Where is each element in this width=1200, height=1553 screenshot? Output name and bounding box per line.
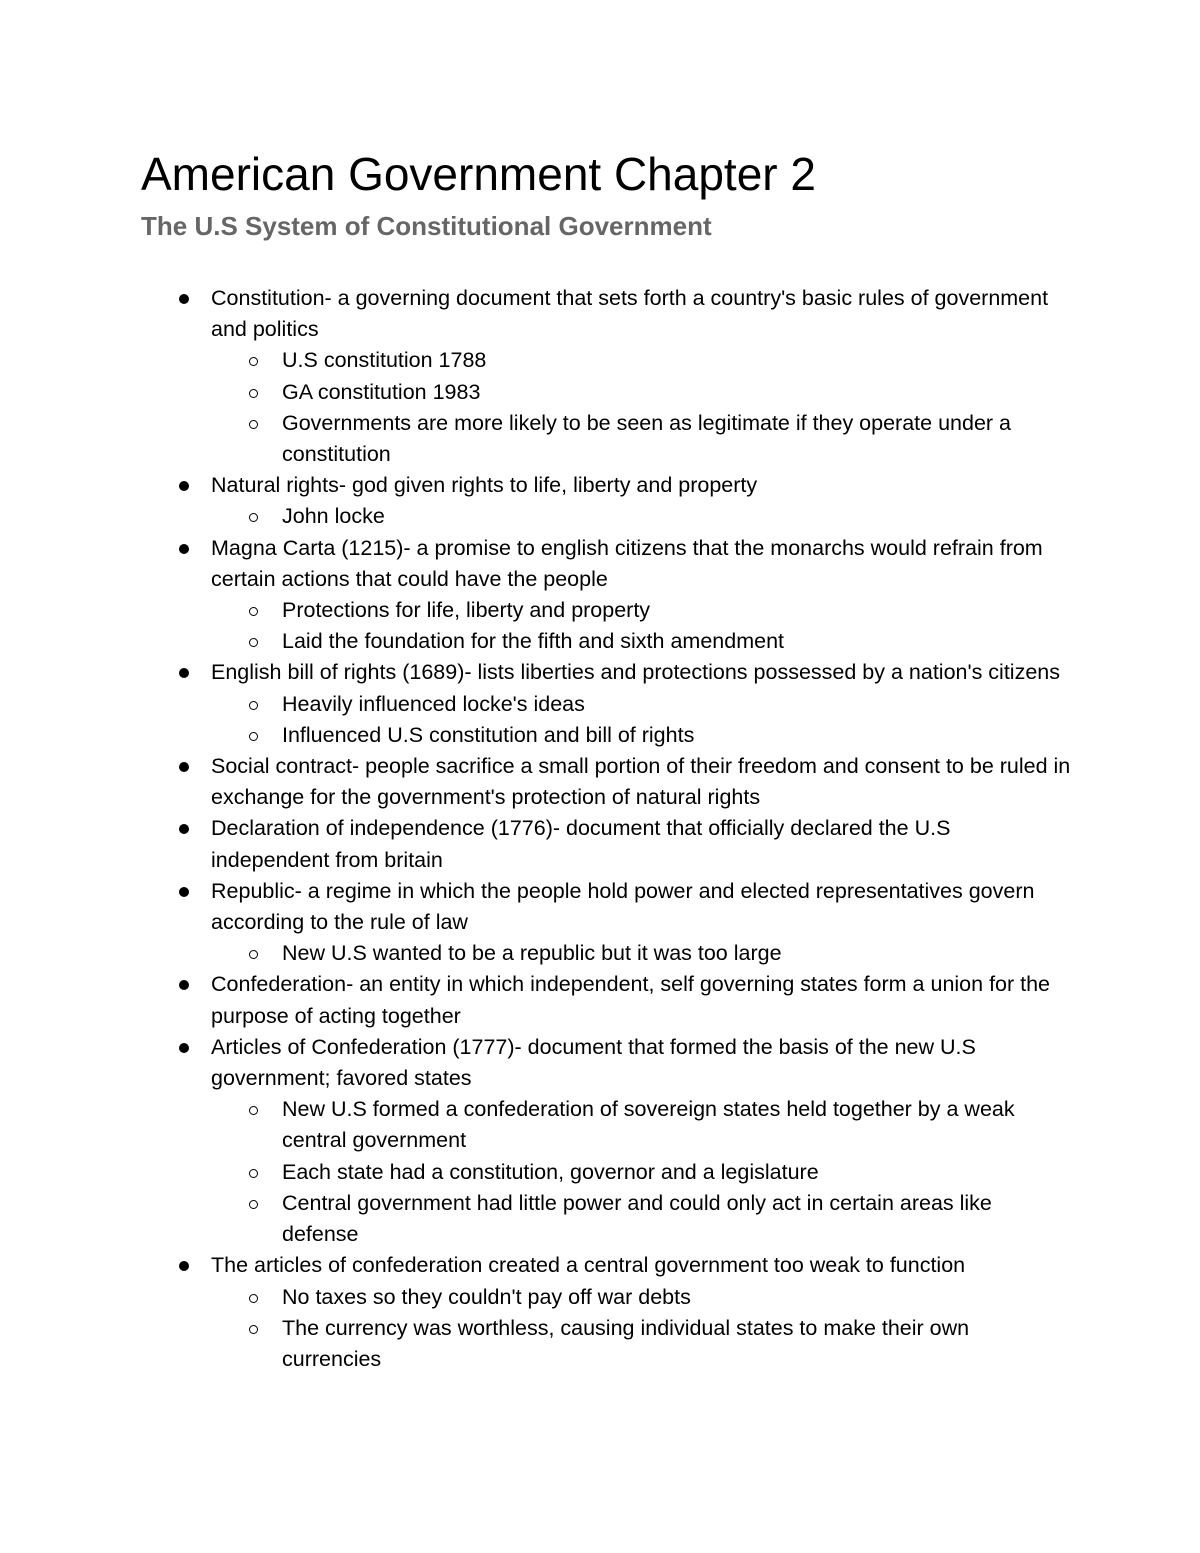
sub-list-item	[211, 595, 1071, 626]
list-item	[141, 876, 1071, 970]
sub-list-item-text: Heavily influenced locke's ideas	[282, 691, 585, 716]
sub-list-item-text: Central government had little power and could only act in certain areas like defense	[282, 1190, 992, 1247]
list-item-text: Social contract- people sacrifice a small portion of their freedom and consent to be ruled in exchange for the government's protection of natural rights	[211, 754, 1071, 810]
notes-list	[141, 283, 1071, 1375]
list-item-text: Articles of Confederation (1777)- document that formed the basis of the new U.S government; favored states	[211, 1034, 976, 1091]
sub-list-item	[211, 1094, 1071, 1156]
sub-list-item-text: GA constitution 1983	[282, 379, 481, 404]
sub-list-item	[211, 377, 1071, 408]
sub-list-item	[211, 1188, 1071, 1250]
bullet-circle-icon	[249, 1169, 258, 1178]
list-item	[141, 533, 1071, 658]
bullet-circle-icon	[249, 732, 258, 741]
list-item	[141, 1032, 1071, 1250]
sub-list-item	[211, 689, 1071, 720]
sub-list-item	[211, 1157, 1071, 1188]
sub-list-item	[211, 1313, 1071, 1375]
list-item	[141, 657, 1071, 751]
sub-list	[211, 345, 1071, 470]
bullet-circle-icon	[249, 420, 258, 429]
bullet-circle-icon	[249, 1294, 258, 1303]
sub-list-item-text: New U.S formed a confederation of sovereign states held together by a weak central government	[282, 1097, 1015, 1153]
bullet-dot-icon	[179, 544, 189, 554]
list-item	[141, 470, 1071, 532]
sub-list	[211, 501, 1071, 532]
sub-list-item	[211, 626, 1071, 657]
sub-list	[211, 595, 1071, 657]
sub-list-item-text: Influenced U.S constitution and bill of rights	[282, 722, 695, 747]
bullet-circle-icon	[249, 357, 258, 366]
bullet-circle-icon	[249, 638, 258, 647]
list-item-text: Declaration of independence (1776)- document that officially declared the U.S independent from britain	[211, 816, 951, 872]
document-content	[141, 145, 1071, 1371]
bullet-circle-icon	[249, 513, 258, 522]
bullet-circle-icon	[249, 1325, 258, 1334]
bullet-circle-icon	[249, 1106, 258, 1115]
sub-list	[211, 1282, 1071, 1376]
list-item-text: English bill of rights (1689)- lists liberties and protections possessed by a nation's citizens	[211, 660, 1060, 685]
list-item	[141, 1250, 1071, 1375]
bullet-dot-icon	[179, 762, 189, 772]
sub-list-item	[211, 938, 1071, 969]
sub-list	[211, 938, 1071, 969]
sub-list-item-text: New U.S wanted to be a republic but it was too large	[282, 941, 782, 966]
bullet-circle-icon	[249, 950, 258, 959]
bullet-dot-icon	[179, 481, 189, 491]
sub-list-item-text: No taxes so they couldn't pay off war debts	[282, 1284, 691, 1309]
sub-list-item	[211, 345, 1071, 376]
bullet-dot-icon	[179, 668, 189, 678]
bullet-dot-icon	[179, 980, 189, 990]
bullet-circle-icon	[249, 701, 258, 710]
sub-list-item	[211, 408, 1071, 470]
bullet-circle-icon	[249, 1200, 258, 1209]
list-item-text: Magna Carta (1215)- a promise to english citizens that the monarchs would refrain from certain actions that could have the people	[211, 535, 1043, 591]
bullet-dot-icon	[179, 887, 189, 897]
bullet-dot-icon	[179, 1043, 189, 1053]
list-item	[141, 283, 1071, 470]
sub-list-item-text: The currency was worthless, causing individual states to make their own currencies	[282, 1315, 970, 1371]
document-title: American Government Chapter 2	[141, 148, 816, 200]
sub-list-item-text: Governments are more likely to be seen as legitimate if they operate under a constitution	[282, 410, 1011, 467]
list-item-text: Republic- a regime in which the people hold power and elected representatives govern according to the rule of law	[211, 878, 1035, 935]
sub-list-item-text: Laid the foundation for the fifth and sixth amendment	[282, 629, 784, 654]
sub-list-item-text: Protections for life, liberty and property	[282, 598, 651, 623]
document-subtitle: The U.S System of Constitutional Government	[141, 211, 712, 241]
list-item-text: Confederation- an entity in which independent, self governing states form a union for the purpose of acting together	[211, 972, 1051, 1028]
sub-list-item-text: U.S constitution 1788	[282, 348, 487, 373]
list-item	[141, 813, 1071, 875]
sub-list-item	[211, 720, 1071, 751]
bullet-dot-icon	[179, 1261, 189, 1271]
bullet-dot-icon	[179, 294, 189, 304]
list-item	[141, 751, 1071, 813]
list-item-text: Constitution- a governing document that sets forth a country's basic rules of government and politics	[211, 286, 1049, 342]
sub-list-item	[211, 1282, 1071, 1313]
bullet-circle-icon	[249, 607, 258, 616]
sub-list-item	[211, 501, 1071, 532]
sub-list	[211, 1094, 1071, 1250]
list-item	[141, 969, 1071, 1031]
sub-list-item-text: John locke	[282, 504, 385, 529]
list-item-text: The articles of confederation created a central government too weak to function	[211, 1253, 966, 1278]
bullet-circle-icon	[249, 389, 258, 398]
list-item-text: Natural rights- god given rights to life, liberty and property	[211, 473, 758, 498]
sub-list	[211, 689, 1071, 751]
bullet-dot-icon	[179, 824, 189, 834]
sub-list-item-text: Each state had a constitution, governor and a legislature	[282, 1159, 819, 1184]
